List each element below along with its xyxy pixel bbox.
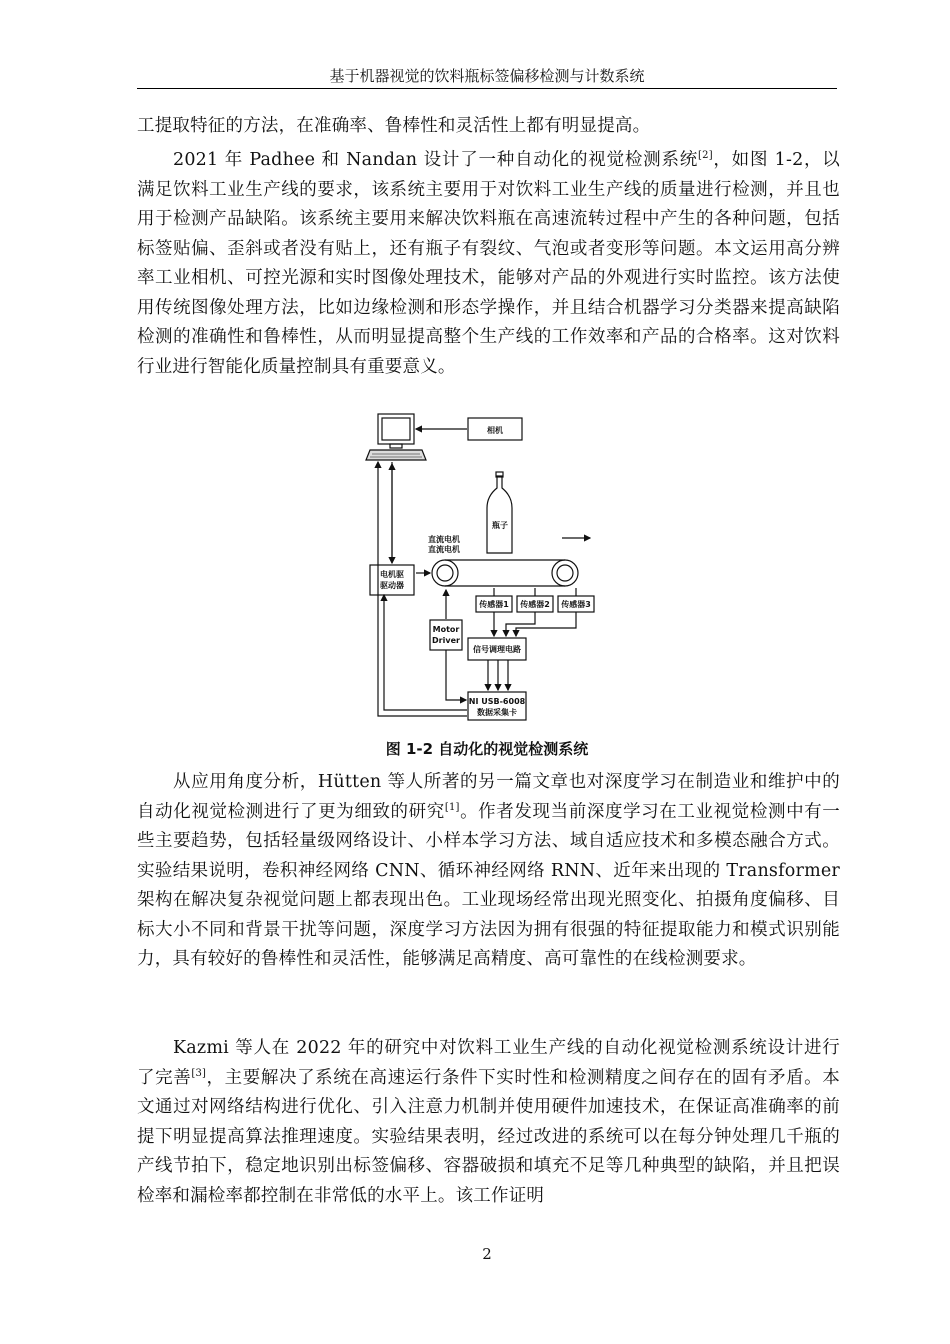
paragraph-3 [137, 768, 840, 975]
motor-driver-label-1: Motor [432, 625, 460, 634]
paragraph-3-text-a: 从应用角度分析，Hütten 等人所著的另一篇文章也对深度学习在制造业和维护中的自动化视觉检测进行了更为细致的研究 [137, 772, 840, 822]
motor-driver-label-2: Driver [432, 636, 460, 645]
paragraph-2-text-b: ，如图 1-2，以满足饮料工业生产线的要求，该系统主要用于对饮料工业生产线的质量进行检测，并且也用于检测产品缺陷。该系统主要用来解决饮料瓶在高速流转过程中产生的各种问题，包括标签贴偏、歪斜或者没有贴上，还有瓶子有裂纹、气泡或者变形等问题。本文运用高分辨率工业相机、可控光源和实时图像处理技术，能够对产品的外观进行实时监控。该方法使用传统图像处理方法，比如边缘检测和形态学操作，并且结合机器学习分类器来提高缺陷检测的准确性和鲁棒性，从而明显提高整个生产线的工作效率和产品的合格率。这对饮料行业进行智能化质量控制具有重要意义。 [137, 150, 840, 377]
sensor-2-label: 传感器2 [520, 600, 550, 609]
daq-label-2: 数据采集卡 [477, 708, 517, 717]
paragraph-1: 工提取特征的方法，在准确率、鲁棒性和灵活性上都有明显提高。 [137, 116, 651, 136]
paragraph-2-text-a: 2021 年 Padhee 和 Nandan 设计了一种自动化的视觉检测系统 [173, 150, 699, 170]
dc-motor-label-2: 直流电机 [428, 545, 460, 554]
figure-caption: 图 1-2 自动化的视觉检测系统 [385, 740, 589, 758]
keyboard-icon [366, 450, 426, 460]
camera-label: 相机 [487, 426, 503, 435]
paragraph-4 [137, 1034, 840, 1211]
motor-drive-label-1: 电机驱 [380, 570, 404, 579]
motor-drive-label-2: 驱动器 [380, 581, 404, 590]
page-number: 2 [482, 1245, 492, 1263]
signal-circuit-label: 信号调理电路 [473, 645, 521, 654]
running-header: 基于机器视觉的饮料瓶标签偏移检测与计数系统 [329, 67, 645, 85]
paragraph-3-text-b: 。作者发现当前深度学习在工业视觉检测中有一些主要趋势，包括轻量级网络设计、小样本学习方法、域自适应技术和多模态融合方式。实验结果说明，卷积神经网络 CNN、循环神经网络 RNN、近年来出现的 Transformer 架构在解决复杂视觉问题上都表现出色。工业现场经常出现光照变化、拍摄角度偏移、目标大小不同和背景干扰等问题，深度学习方法因为拥有很强的特征提取能力和模式识别能力，具有较好的鲁棒性和灵活性，能够满足高精度、高可靠性的在线检测要求。 [137, 801, 840, 969]
header-rule [137, 88, 837, 89]
conveyor-roller-left [432, 560, 458, 586]
citation-1: [1] [444, 801, 460, 813]
sensor-1-label: 传感器1 [479, 600, 509, 609]
citation-2: [2] [698, 150, 713, 162]
sensor-3-label: 传感器3 [561, 600, 591, 609]
dc-motor-label-1: 直流电机 [428, 535, 460, 544]
bottle-label: 瓶子 [492, 521, 508, 530]
system-diagram [350, 410, 600, 732]
citation-3: [3] [191, 1067, 207, 1079]
bottle-icon [487, 476, 512, 553]
daq-label-1: NI USB-6008 [468, 697, 526, 706]
paragraph-4-text-b: ，主要解决了系统在高速运行条件下实时性和检测精度之间存在的固有矛盾。本文通过对网络结构进行优化、引入注意力机制并使用硬件加速技术，在保证高准确率的前提下明显提高算法推理速度。实验结果表明，经过改进的系统可以在每分钟处理几千瓶的产线节拍下，稳定地识别出标签偏移、容器破损和填充不足等几种典型的缺陷，并且把误检率和漏检率都控制在非常低的水平上。该工作证明 [137, 1067, 840, 1206]
paragraph-2 [137, 146, 840, 382]
paragraph-4-text-a: Kazmi 等人在 2022 年的研究中对饮料工业生产线的自动化视觉检测系统设计进行了完善 [137, 1038, 840, 1088]
conveyor-roller-right [552, 560, 578, 586]
figure-system-diagram [350, 410, 600, 732]
